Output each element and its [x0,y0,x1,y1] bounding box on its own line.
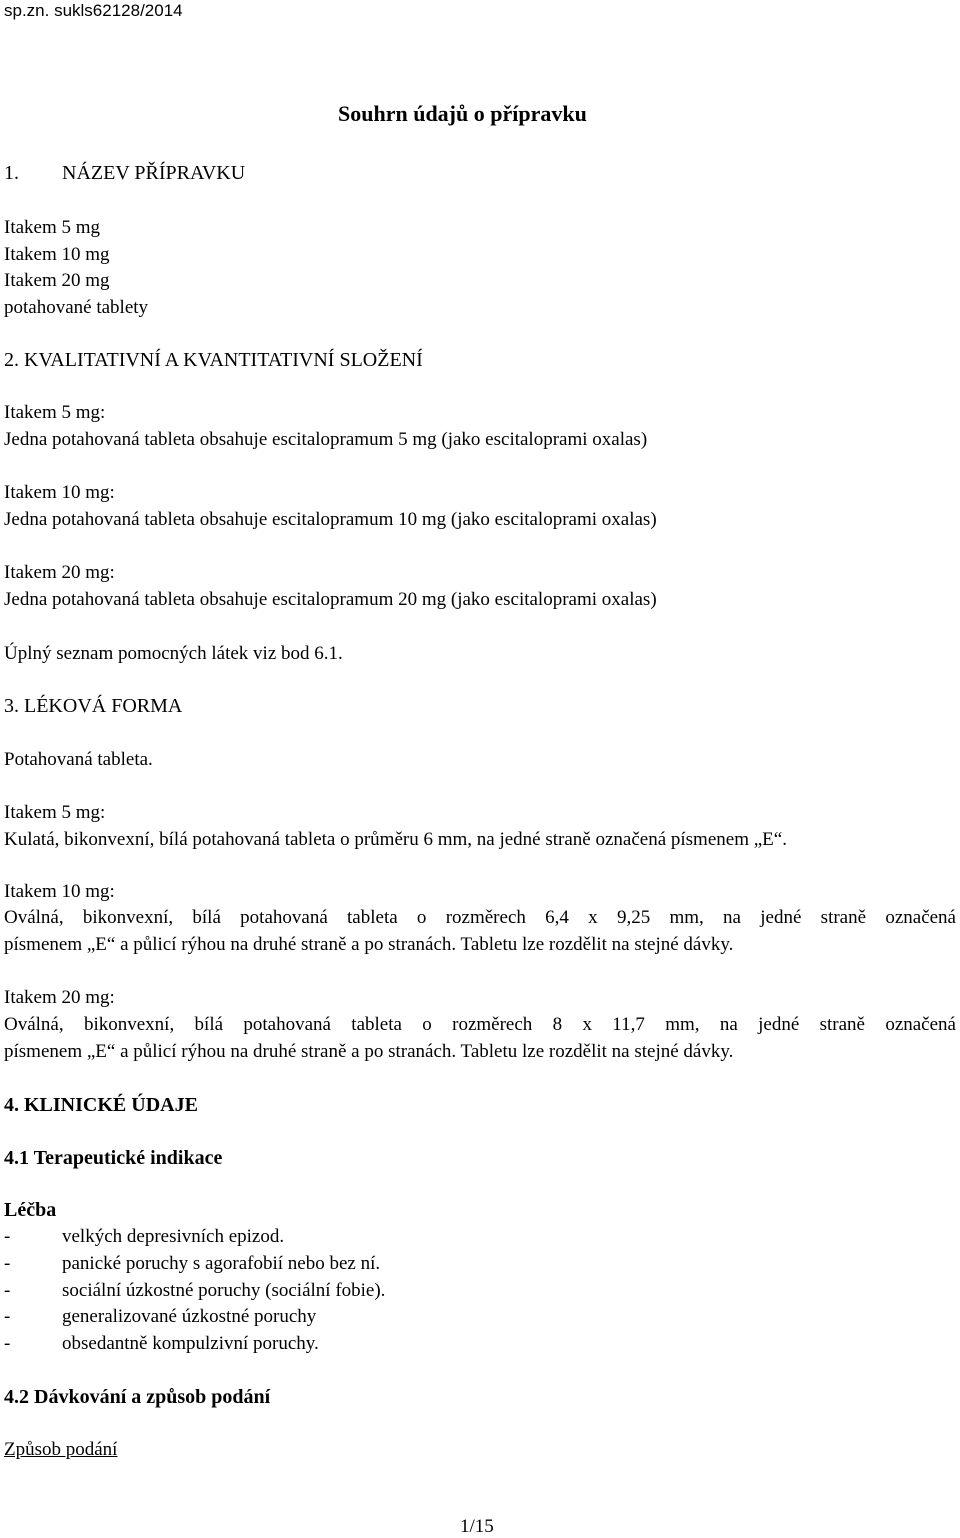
section-3-heading: 3. LÉKOVÁ FORMA [4,695,183,717]
form-label-20mg: Itakem 20 mg: [4,987,115,1008]
list-item [4,1306,316,1328]
product-name-line: Itakem 10 mg [4,244,110,265]
composition-label-5mg: Itakem 5 mg: [4,402,106,423]
form-label-10mg: Itakem 10 mg: [4,881,115,902]
section-4-2-heading: 4.2 Dávkování a způsob podání [4,1386,271,1408]
form-description-10mg-line2: písmenem „E“ a půlicí rýhou na druhé straně a po stranách. Tabletu lze rozdělit na stejné dávky. [4,934,734,955]
section-4-heading: 4. KLINICKÉ ÚDAJE [4,1094,198,1116]
form-description-20mg-line1: Oválná, bikonvexní, bílá potahovaná tableta o rozměrech 8 x 11,7 mm, na jedné straně označená [4,1014,956,1035]
document-title: Souhrn údajů o přípravku [338,101,587,126]
indication-text: obsedantně kompulzivní poruchy. [62,1333,319,1354]
pharmaceutical-form: Potahovaná tableta. [4,749,153,770]
form-label-5mg: Itakem 5 mg: [4,802,106,823]
list-item [4,1226,284,1248]
form-description-10mg-line1: Oválná, bikonvexní, bílá potahovaná tableta o rozměrech 6,4 x 9,25 mm, na jedné straně označená [4,907,956,928]
section-4-1-heading: 4.1 Terapeutické indikace [4,1147,223,1169]
composition-label-10mg: Itakem 10 mg: [4,482,115,503]
product-name-line: Itakem 5 mg [4,217,101,238]
indication-text: generalizované úzkostné poruchy [62,1306,317,1327]
page-number: 1/15 [460,1516,494,1537]
section-1-number: 1. [4,162,19,184]
composition-text-20mg: Jedna potahovaná tableta obsahuje escitalopramum 20 mg (jako escitaloprami oxalas) [4,589,657,610]
form-description-5mg: Kulatá, bikonvexní, bílá potahovaná tableta o průměru 6 mm, na jedné straně označená písmenem „E“. [4,829,787,850]
treatment-label: Léčba [4,1199,57,1221]
composition-label-20mg: Itakem 20 mg: [4,562,115,583]
list-bullet: - [4,1333,11,1354]
list-bullet: - [4,1280,11,1301]
composition-text-5mg: Jedna potahovaná tableta obsahuje escitalopramum 5 mg (jako escitaloprami oxalas) [4,429,648,450]
administration-subheading: Způsob podání [4,1439,118,1460]
section-1-heading [4,162,245,185]
composition-text-10mg: Jedna potahovaná tableta obsahuje escitalopramum 10 mg (jako escitaloprami oxalas) [4,509,657,530]
excipients-note: Úplný seznam pomocných látek viz bod 6.1. [4,643,343,664]
list-item [4,1253,380,1275]
indication-text: velkých depresivních epizod. [62,1226,285,1247]
form-description-20mg-line2: písmenem „E“ a půlicí rýhou na druhé straně a po stranách. Tabletu lze rozdělit na stejné dávky. [4,1041,734,1062]
indication-text: panické poruchy s agorafobií nebo bez ní. [62,1253,381,1274]
list-bullet: - [4,1253,11,1274]
product-form-line: potahované tablety [4,297,149,318]
list-item [4,1333,319,1355]
product-name-line: Itakem 20 mg [4,270,110,291]
section-2-heading: 2. KVALITATIVNÍ A KVANTITATIVNÍ SLOŽENÍ [4,349,423,371]
list-bullet: - [4,1226,11,1247]
section-1-title: NÁZEV PŘÍPRAVKU [62,162,246,184]
list-item [4,1280,385,1302]
indication-text: sociální úzkostné poruchy (sociální fobie). [62,1280,386,1301]
document-reference: sp.zn. sukls62128/2014 [4,1,183,20]
list-bullet: - [4,1306,11,1327]
